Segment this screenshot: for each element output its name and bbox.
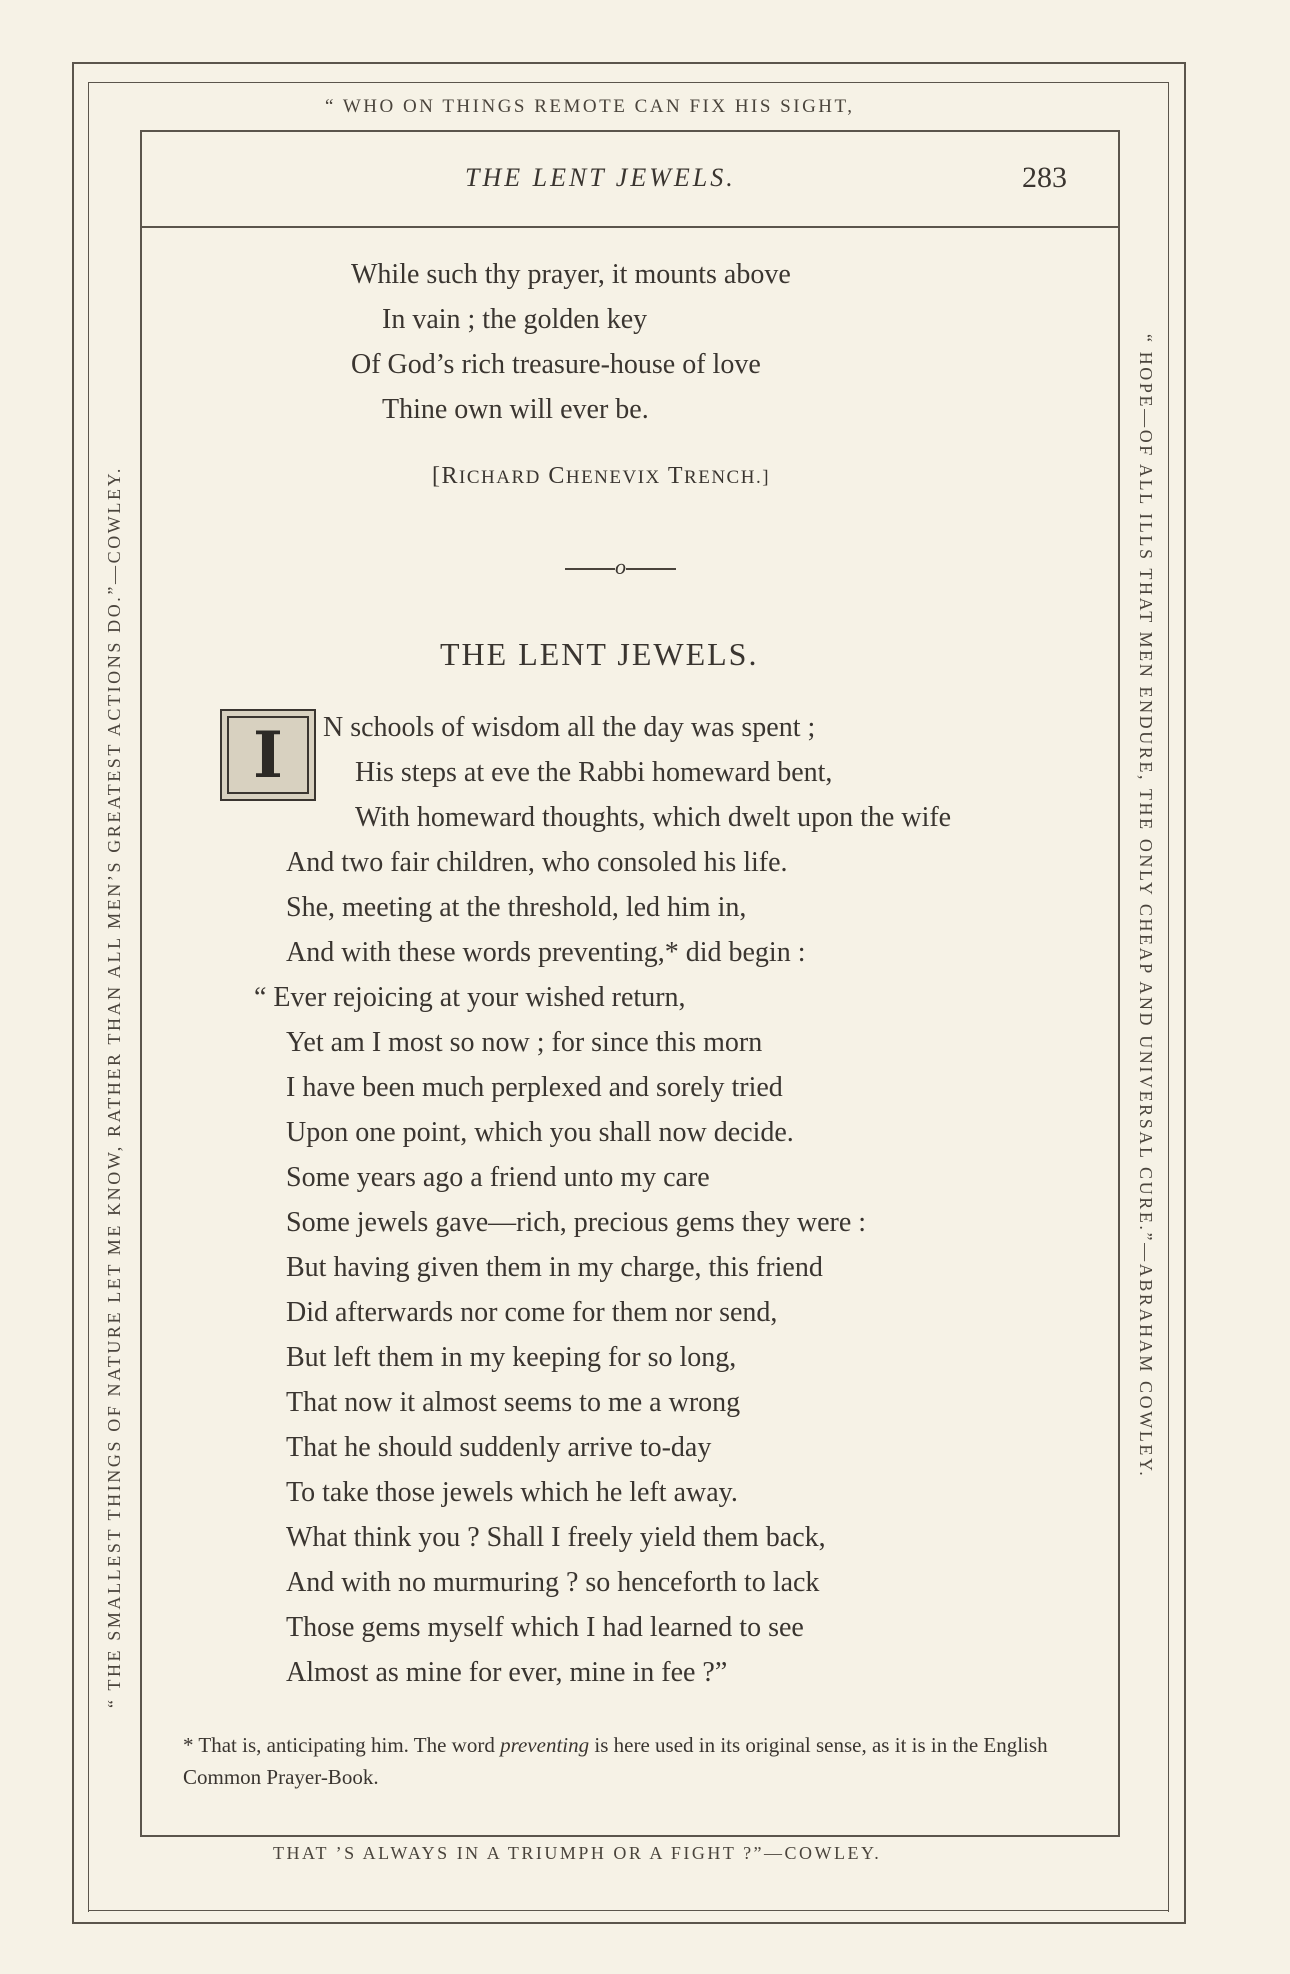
verse-line: Upon one point, which you shall now decide.: [286, 1117, 794, 1148]
frame-outer-left-rule: [72, 62, 74, 1924]
bottom-margin-quote: THAT ’S ALWAYS IN A TRIUMPH OR A FIGHT ?”—COWLEY.: [273, 1843, 882, 1863]
verse-line: His steps at eve the Rabbi homeward bent,: [355, 757, 833, 788]
verse-line: With homeward thoughts, which dwelt upon the wife: [355, 802, 952, 833]
section-ornament: [565, 554, 676, 580]
verse-line: Yet am I most so now ; for since this morn: [286, 1027, 763, 1058]
verse-line: Some jewels gave—rich, precious gems they were :: [286, 1207, 867, 1238]
verse-line: That now it almost seems to me a wrong: [286, 1387, 741, 1418]
verse-line: N schools of wisdom all the day was spent ;: [323, 712, 816, 743]
verse-line: But left them in my keeping for so long,: [286, 1342, 737, 1373]
textbox-bottom-rule: [140, 1835, 1120, 1837]
running-header-title: THE LENT JEWELS.: [465, 163, 736, 192]
textbox-left-rule: [140, 130, 142, 1837]
frame-top-inner-rule: [88, 82, 1168, 83]
attribution-open: [R: [432, 463, 459, 489]
footnote: [183, 1729, 1083, 1793]
verse-line: She, meeting at the threshold, led him in,: [286, 892, 747, 923]
attribution-third-initial: T: [667, 463, 685, 489]
verse-line: “ Ever rejoicing at your wished return,: [254, 982, 686, 1013]
verse-line: And two fair children, who consoled his life.: [286, 847, 788, 878]
verse-line: Thine own will ever be.: [382, 394, 649, 425]
frame-right-inner-rule: [1168, 82, 1169, 1912]
attribution-first-rest: ICHARD: [459, 467, 541, 488]
verse-line: In vain ; the golden key: [382, 304, 648, 335]
frame-top-rule: [72, 62, 1186, 64]
verse-line: That he should suddenly arrive to-day: [286, 1432, 712, 1463]
left-margin-quote: “ THE SMALLEST THINGS OF NATURE LET ME KNOW, RATHER THAN ALL MEN’S GREATEST ACTIONS DO.”—COWLEY.: [104, 466, 124, 1708]
verse-line: But having given them in my charge, this friend: [286, 1252, 823, 1283]
verse-line: Did afterwards nor come for them nor send,: [286, 1297, 778, 1328]
verse-line: Of God’s rich treasure-house of love: [351, 349, 761, 380]
top-margin-quote: “ WHO ON THINGS REMOTE CAN FIX HIS SIGHT,: [325, 96, 855, 117]
frame-right-outer-rule: [1184, 62, 1186, 1924]
textbox-top-rule: [140, 130, 1120, 132]
poem-title: THE LENT JEWELS.: [440, 636, 759, 672]
verse-line: Almost as mine for ever, mine in fee ?”: [286, 1657, 728, 1688]
ornament-dash-left: [565, 568, 615, 570]
attribution: [432, 463, 770, 490]
verse-line: And with these words preventing,* did begin :: [286, 937, 806, 968]
ornament-dash-right: [626, 568, 676, 570]
drop-cap-initial: I: [220, 709, 316, 801]
textbox-right-rule: [1118, 130, 1120, 1837]
verse-line: And with no murmuring ? so henceforth to lack: [286, 1567, 820, 1598]
frame-inner-left-rule: [88, 82, 89, 1912]
page-number: 283: [1022, 161, 1067, 194]
attribution-third-rest: RENCH.]: [684, 467, 771, 488]
attribution-second-initial: C: [548, 463, 566, 489]
verse-line: Those gems myself which I had learned to see: [286, 1612, 804, 1643]
verse-line: What think you ? Shall I freely yield them back,: [286, 1522, 826, 1553]
frame-bottom-rule: [72, 1922, 1186, 1924]
footnote-end: is here used in its original sense, as it is in the English Common Prayer-Book.: [183, 1733, 1048, 1789]
frame-bottom-inner-rule: [88, 1910, 1168, 1911]
right-margin-quote: “ HOPE—OF ALL ILLS THAT MEN ENDURE, THE ONLY CHEAP AND UNIVERSAL CURE.”—ABRAHAM COWLEY.: [1136, 334, 1156, 1479]
verse-line: Some years ago a friend unto my care: [286, 1162, 710, 1193]
verse-line: While such thy prayer, it mounts above: [351, 259, 791, 290]
verse-line: To take those jewels which he left away.: [286, 1477, 738, 1508]
footnote-start: * That is, anticipating him. The word: [183, 1733, 501, 1757]
attribution-second-rest: HENEVIX: [565, 467, 661, 488]
verse-line: I have been much perplexed and sorely tried: [286, 1072, 783, 1103]
ornament-letter: o: [615, 554, 626, 579]
footnote-italic-word: preventing: [500, 1733, 590, 1757]
textbox-header-rule: [140, 226, 1120, 228]
